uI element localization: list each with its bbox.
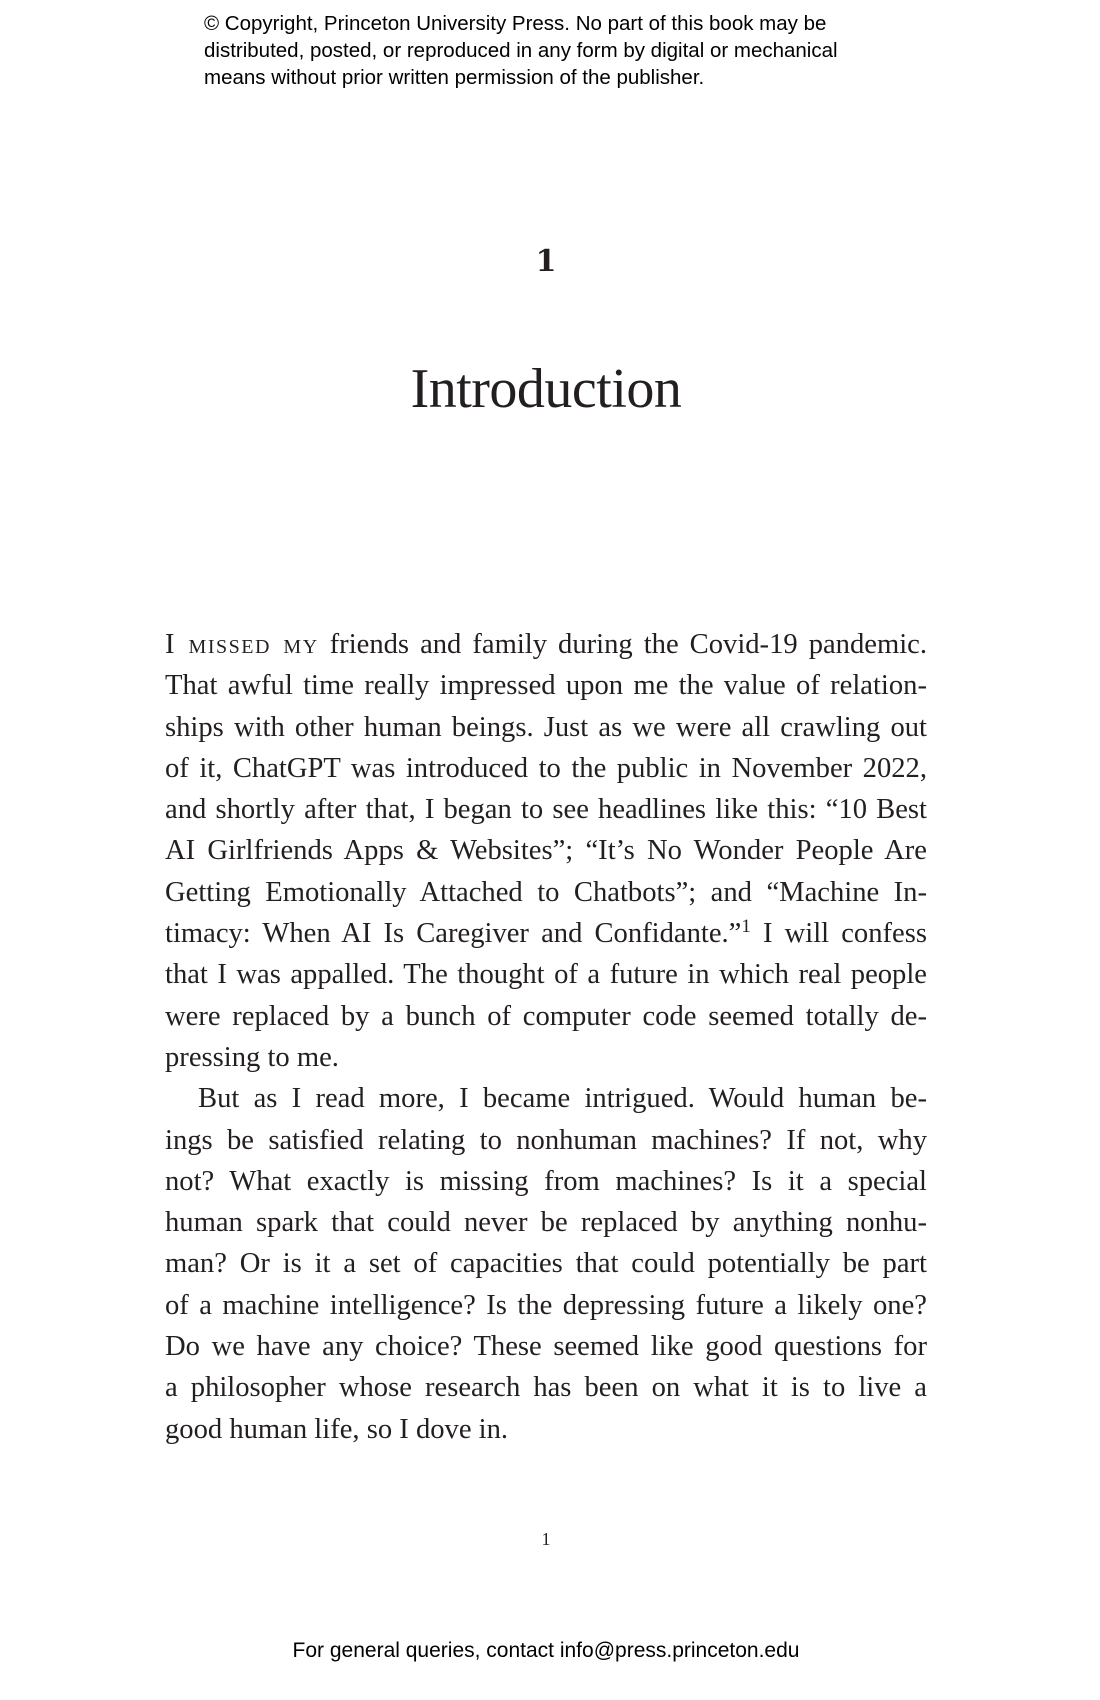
text-line: ships with other human beings. Just as we were all crawling out (165, 711, 927, 743)
text-segment: I will confess (750, 918, 927, 950)
text-line: of a machine intelligence? Is the depressing future a likely one? (165, 1289, 927, 1321)
text-line: and shortly after that, I began to see headlines like this: “10 Best (165, 794, 927, 826)
copyright-line: © Copyright, Princeton University Press. No part of this book may be (204, 12, 827, 35)
text-line: Getting Emotionally Attached to Chatbots”; and “Machine In- (165, 876, 927, 908)
text-line (165, 913, 927, 954)
text-line: man? Or is it a set of capacities that could potentially be part (165, 1248, 927, 1280)
copyright-notice (204, 10, 924, 91)
copyright-line: means without prior written permission of the publisher. (204, 66, 705, 89)
text-line (165, 624, 927, 665)
text-line: human spark that could never be replaced by anything nonhu- (165, 1207, 927, 1239)
text-line: good human life, so I dove in. (165, 1413, 509, 1445)
body-text (165, 624, 927, 1450)
text-line: ings be satisfied relating to nonhuman machines? If not, why (165, 1124, 927, 1156)
text-line: were replaced by a bunch of computer code seemed totally de- (165, 1000, 927, 1032)
chapter-number: 1 (535, 244, 557, 279)
contact-footer: For general queries, contact info@press.princeton.edu (292, 1639, 800, 1662)
text-line: pressing to me. (165, 1041, 339, 1073)
page-number: 1 (541, 1529, 551, 1549)
copyright-line: distributed, posted, or reproduced in any form by digital or mechanical (204, 39, 838, 62)
text-line: of it, ChatGPT was introduced to the public in November 2022, (165, 752, 927, 784)
text-line: that I was appalled. The thought of a future in which real people (165, 959, 927, 991)
text-line: That awful time really impressed upon me the value of relation- (165, 670, 927, 702)
text-segment: timacy: When AI Is Caregiver and Confidante.” (165, 918, 742, 950)
text-segment: friends and family during the Covid-19 pandemic. (318, 629, 927, 660)
text-line: Do we have any choice? These seemed like good questions for (165, 1331, 927, 1363)
opening-small-caps: I missed my (165, 629, 319, 660)
text-line: AI Girlfriends Apps & Websites”; “It’s No Wonder People Are (165, 835, 927, 867)
text-line: But as I read more, I became intrigued. Would human be- (198, 1083, 927, 1115)
footnote-reference[interactable]: 1 (741, 916, 751, 938)
text-line: a philosopher whose research has been on what it is to live a (165, 1372, 927, 1404)
chapter-title: Introduction (410, 358, 682, 420)
text-line: not? What exactly is missing from machines? Is it a special (165, 1165, 927, 1197)
